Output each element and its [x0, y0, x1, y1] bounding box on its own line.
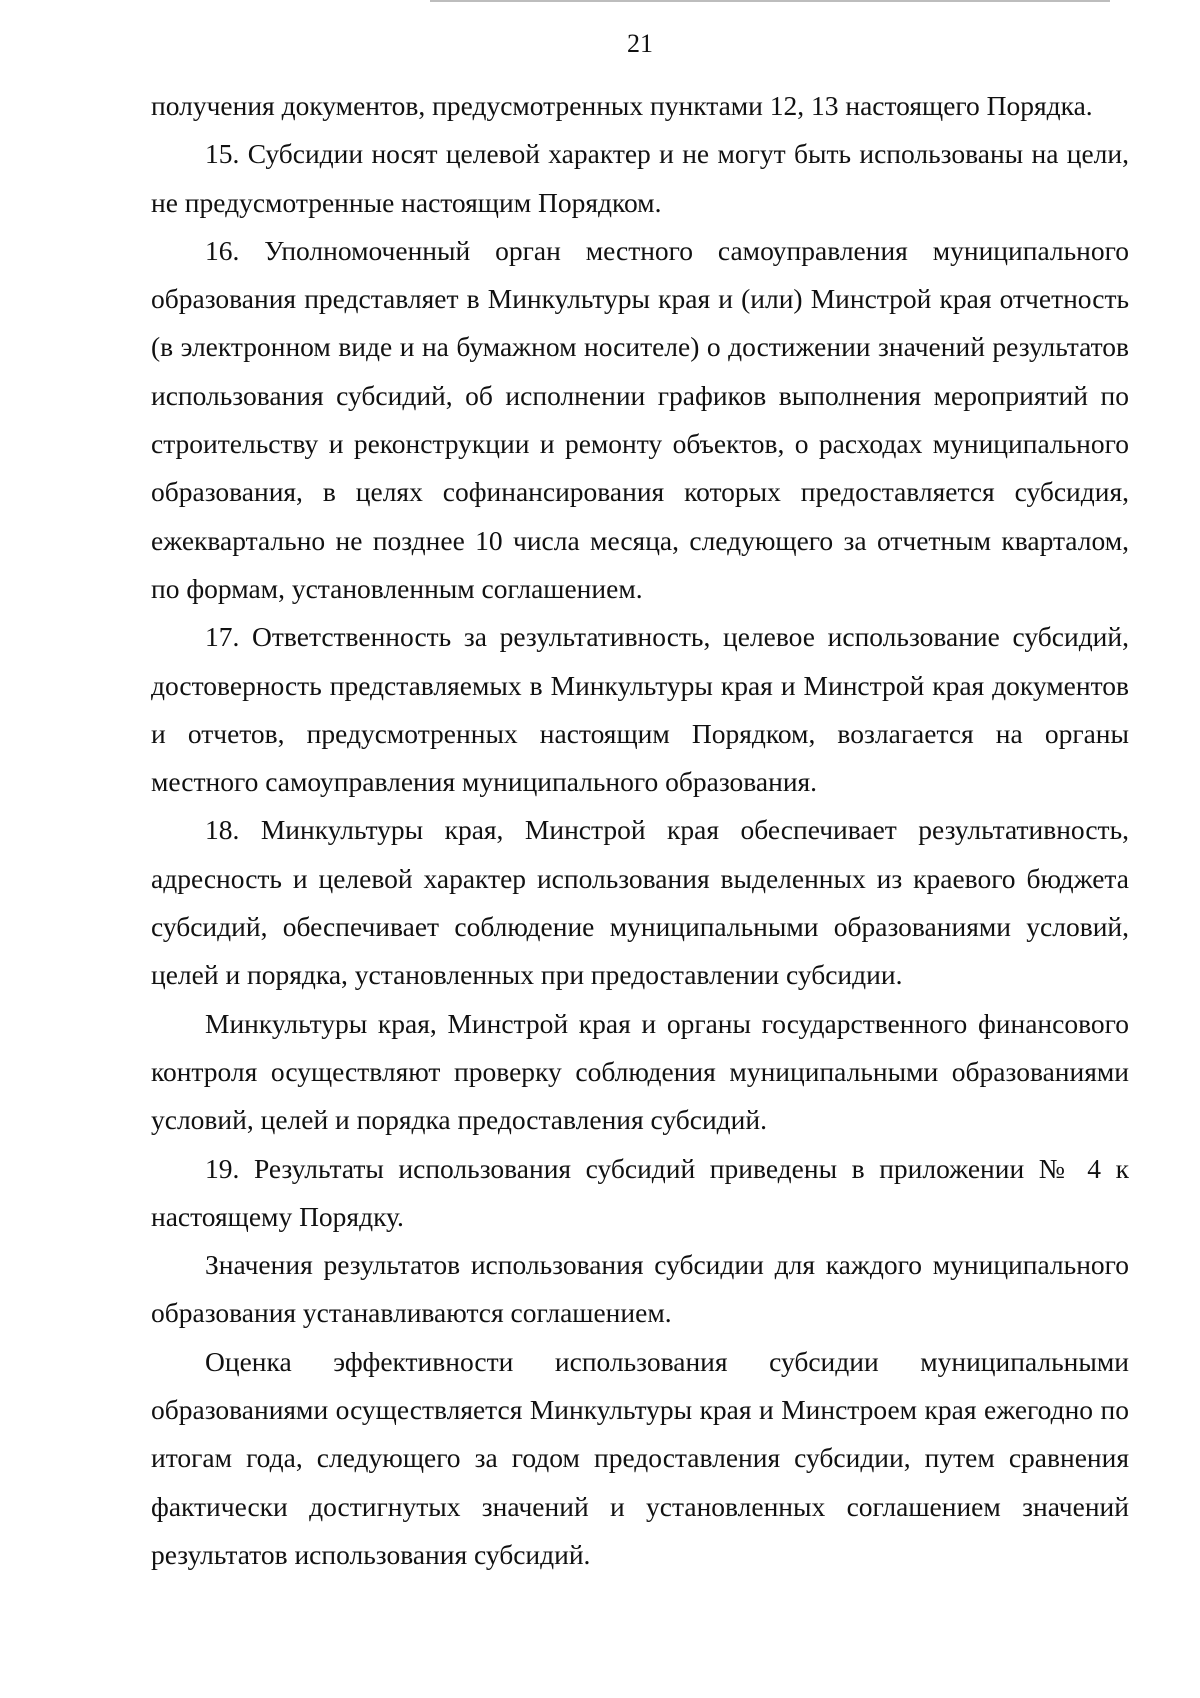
paragraph-18-control: Минкультуры края, Минстрой края и органы государственного финансового контроля осуществляют проверку соблюдения муниципальными образованиями условий, целей и порядка предоставления субсидий.: [151, 1007, 1129, 1136]
paragraph-19-evaluation: Оценка эффективности использования субсидии муниципальными образованиями осуществляется Минкультуры края и Минстроем края ежегодно по итогам года, следующего за годом предоставления субсидии, путем сравнения фактически достигнутых значений и установленных соглашением значений результатов использования субсидий.: [151, 1345, 1129, 1570]
paragraph-19: 19. Результаты использования субсидий приведены в приложении № 4 к настоящему Порядку.: [151, 1152, 1129, 1232]
document-body: [151, 82, 1129, 1579]
paragraph-17: 17. Ответственность за результативность, целевое использование субсидий, достоверность представляемых в Минкультуры края и Минстрой края документов и отчетов, предусмотренных настоящим Порядком, возлагается на органы местного самоуправления муниципального образования.: [151, 621, 1129, 798]
paragraph-continuation: получения документов, предусмотренных пунктами 12, 13 настоящего Порядка.: [151, 90, 1093, 121]
paragraph-18: 18. Минкультуры края, Минстрой края обеспечивает результативность, адресность и целевой характер использования выделенных из краевого бюджета субсидий, обеспечивает соблюдение муниципальными образованиями условий, целей и порядка, установленных при предоставлении субсидии.: [151, 814, 1129, 991]
paragraph-15: 15. Субсидии носят целевой характер и не могут быть использованы на цели, не предусмотренные настоящим Порядком.: [151, 138, 1129, 218]
paragraph-19-values: Значения результатов использования субсидии для каждого муниципального образования устанавливаются соглашением.: [151, 1249, 1129, 1329]
page-number: 21: [627, 29, 653, 58]
top-rule: [430, 0, 1110, 2]
paragraph-16: 16. Уполномоченный орган местного самоуправления муниципального образования представляет в Минкультуры края и (или) Минстрой края отчетность (в электронном виде и на бумажном носителе) о достижении значений результатов использования субсидий, об исполнении графиков выполнения мероприятий по строительству и реконструкции и ремонту объектов, о расходах муниципального образования, в целях софинансирования которых предоставляется субсидия, ежеквартально не позднее 10 числа месяца, следующего за отчетным кварталом, по формам, установленным соглашением.: [151, 234, 1129, 604]
